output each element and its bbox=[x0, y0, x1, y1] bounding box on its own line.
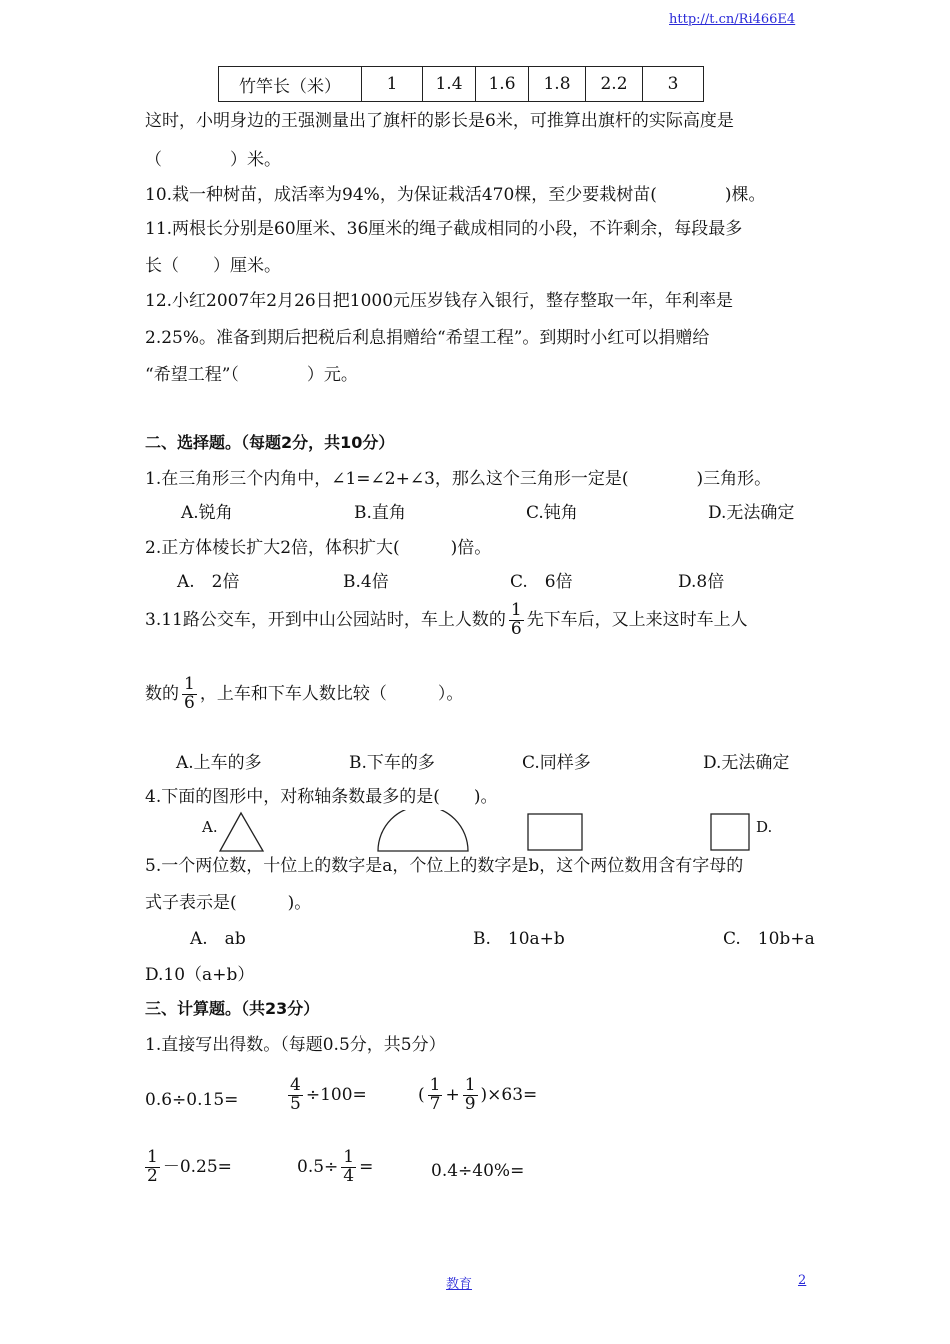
option-c: C. 6倍 bbox=[510, 572, 573, 592]
numerator: 1 bbox=[184, 674, 195, 694]
option-c: C.同样多 bbox=[522, 753, 591, 773]
fraction bbox=[341, 1149, 356, 1186]
table-cell: 1 bbox=[362, 67, 423, 102]
denominator: 6 bbox=[184, 692, 195, 713]
denominator: 7 bbox=[429, 1093, 441, 1114]
option-c: C.钝角 bbox=[526, 503, 578, 523]
question-9-line2: （ ）米。 bbox=[145, 150, 281, 170]
choice-question-3-line2 bbox=[145, 676, 463, 713]
option-a-label: A. bbox=[202, 818, 218, 836]
question-12-line1: 12.小红2007年2月26日把1000元压岁钱存入银行，整存整取一年，年利率是 bbox=[145, 291, 734, 311]
fraction bbox=[145, 1149, 160, 1186]
semicircle-shape bbox=[378, 810, 468, 851]
choice-question-2: 2.正方体棱长扩大2倍，体积扩大( )倍。 bbox=[145, 538, 492, 558]
numerator: 1 bbox=[343, 1147, 355, 1167]
denominator: 9 bbox=[464, 1093, 476, 1114]
table-cell: 1.4 bbox=[423, 67, 476, 102]
question-12-line3: “希望工程”（ ）元。 bbox=[145, 365, 358, 385]
question-9-line1: 这时，小明身边的王强测量出了旗杆的影长是6米，可推算出旗杆的实际高度是 bbox=[145, 111, 734, 131]
option-d-label: D. bbox=[756, 818, 773, 836]
option-a: A.上车的多 bbox=[176, 753, 262, 773]
fraction-one-sixth bbox=[182, 676, 197, 713]
question-text: 先下车后，又上来这时车上人 bbox=[526, 609, 748, 630]
table-cell: 3 bbox=[643, 67, 704, 102]
numerator: 1 bbox=[147, 1147, 158, 1167]
expression-tail: －0.25= bbox=[162, 1156, 232, 1177]
denominator: 2 bbox=[147, 1165, 158, 1186]
option-a: A.锐角 bbox=[181, 503, 233, 523]
question-11-line2: 长（ ）厘米。 bbox=[145, 256, 281, 276]
fraction bbox=[288, 1077, 303, 1114]
page-number[interactable]: 2 bbox=[798, 1273, 807, 1288]
choice-question-4: 4.下面的图形中，对称轴条数最多的是( )。 bbox=[145, 787, 498, 807]
calc-subsection-1: 1.直接写出得数。（每题0.5分，共5分） bbox=[145, 1035, 446, 1055]
rectangle-shape bbox=[528, 814, 582, 850]
expression-tail: = bbox=[359, 1156, 374, 1177]
question-text: 3.11路公交车，开到中山公园站时，车上人数的 bbox=[145, 609, 506, 630]
option-a: A. ab bbox=[190, 929, 246, 949]
table-cell: 1.8 bbox=[529, 67, 586, 102]
option-b: B.4倍 bbox=[343, 572, 389, 592]
option-b: B.下车的多 bbox=[349, 753, 435, 773]
expression-tail: )×63= bbox=[480, 1084, 538, 1105]
numerator: 4 bbox=[290, 1075, 301, 1095]
choice-question-3-line1 bbox=[145, 602, 748, 639]
plus-sign: + bbox=[445, 1084, 460, 1105]
denominator: 5 bbox=[290, 1093, 301, 1114]
option-a: A. 2倍 bbox=[177, 572, 240, 592]
expression-2 bbox=[285, 1077, 367, 1114]
option-d: D.无法确定 bbox=[703, 753, 790, 773]
shapes-figure bbox=[210, 810, 773, 854]
section-choice-title: 二、选择题。（每题2分，共10分） bbox=[145, 433, 395, 452]
option-c: C. 10b+a bbox=[723, 929, 815, 949]
option-d: D.8倍 bbox=[678, 572, 725, 592]
question-12-line2: 2.25%。准备到期后把税后利息捐赠给“希望工程”。到期时小红可以捐赠给 bbox=[145, 328, 710, 348]
question-11-line1: 11.两根长分别是60厘米、36厘米的绳子截成相同的小段，不许剩余，每段最多 bbox=[145, 219, 743, 239]
denominator: 6 bbox=[510, 618, 522, 639]
expression-tail: ÷100= bbox=[305, 1084, 367, 1105]
table-cell: 2.2 bbox=[586, 67, 643, 102]
choice-question-5-line2: 式子表示是( )。 bbox=[145, 893, 312, 913]
section-calc-title: 三、计算题。（共23分） bbox=[145, 999, 320, 1018]
footer-link[interactable]: 教育 bbox=[446, 1277, 473, 1292]
fraction-one-sixth bbox=[509, 602, 524, 639]
choice-question-1: 1.在三角形三个内角中，∠1=∠2+∠3，那么这个三角形一定是( )三角形。 bbox=[145, 469, 772, 489]
numerator: 1 bbox=[429, 1075, 441, 1095]
triangle-shape bbox=[220, 813, 263, 851]
expression-1: 0.6÷0.15= bbox=[145, 1090, 239, 1110]
bamboo-length-table bbox=[218, 66, 704, 102]
numerator: 1 bbox=[464, 1075, 476, 1095]
option-b: B. 10a+b bbox=[473, 929, 565, 949]
option-d: D.10（a+b） bbox=[145, 965, 255, 985]
question-text: ，上车和下车人数比较（ ）。 bbox=[199, 683, 464, 704]
choice-question-5-line1: 5.一个两位数，十位上的数字是a，个位上的数字是b，这个两位数用含有字母的 bbox=[145, 856, 744, 876]
expression-head: 0.5÷ bbox=[297, 1156, 339, 1177]
numerator: 1 bbox=[510, 600, 522, 620]
option-d: D.无法确定 bbox=[708, 503, 795, 523]
fraction bbox=[463, 1077, 478, 1114]
fraction bbox=[428, 1077, 443, 1114]
expression-4 bbox=[142, 1149, 232, 1186]
option-b: B.直角 bbox=[354, 503, 406, 523]
expression-5 bbox=[297, 1149, 373, 1186]
expression-6: 0.4÷40%= bbox=[431, 1161, 525, 1181]
expression-3 bbox=[418, 1077, 537, 1114]
denominator: 4 bbox=[343, 1165, 355, 1186]
table-cell: 竹竿长（米） bbox=[219, 67, 362, 102]
open-paren: ( bbox=[418, 1084, 425, 1105]
question-text: 数的 bbox=[145, 683, 179, 704]
question-10: 10.栽一种树苗，成活率为94%，为保证栽活470棵，至少要栽树苗( )棵。 bbox=[145, 185, 766, 205]
square-shape bbox=[711, 814, 749, 850]
header-link[interactable]: http://t.cn/Ri466E4 bbox=[669, 12, 796, 27]
table-cell: 1.6 bbox=[476, 67, 529, 102]
